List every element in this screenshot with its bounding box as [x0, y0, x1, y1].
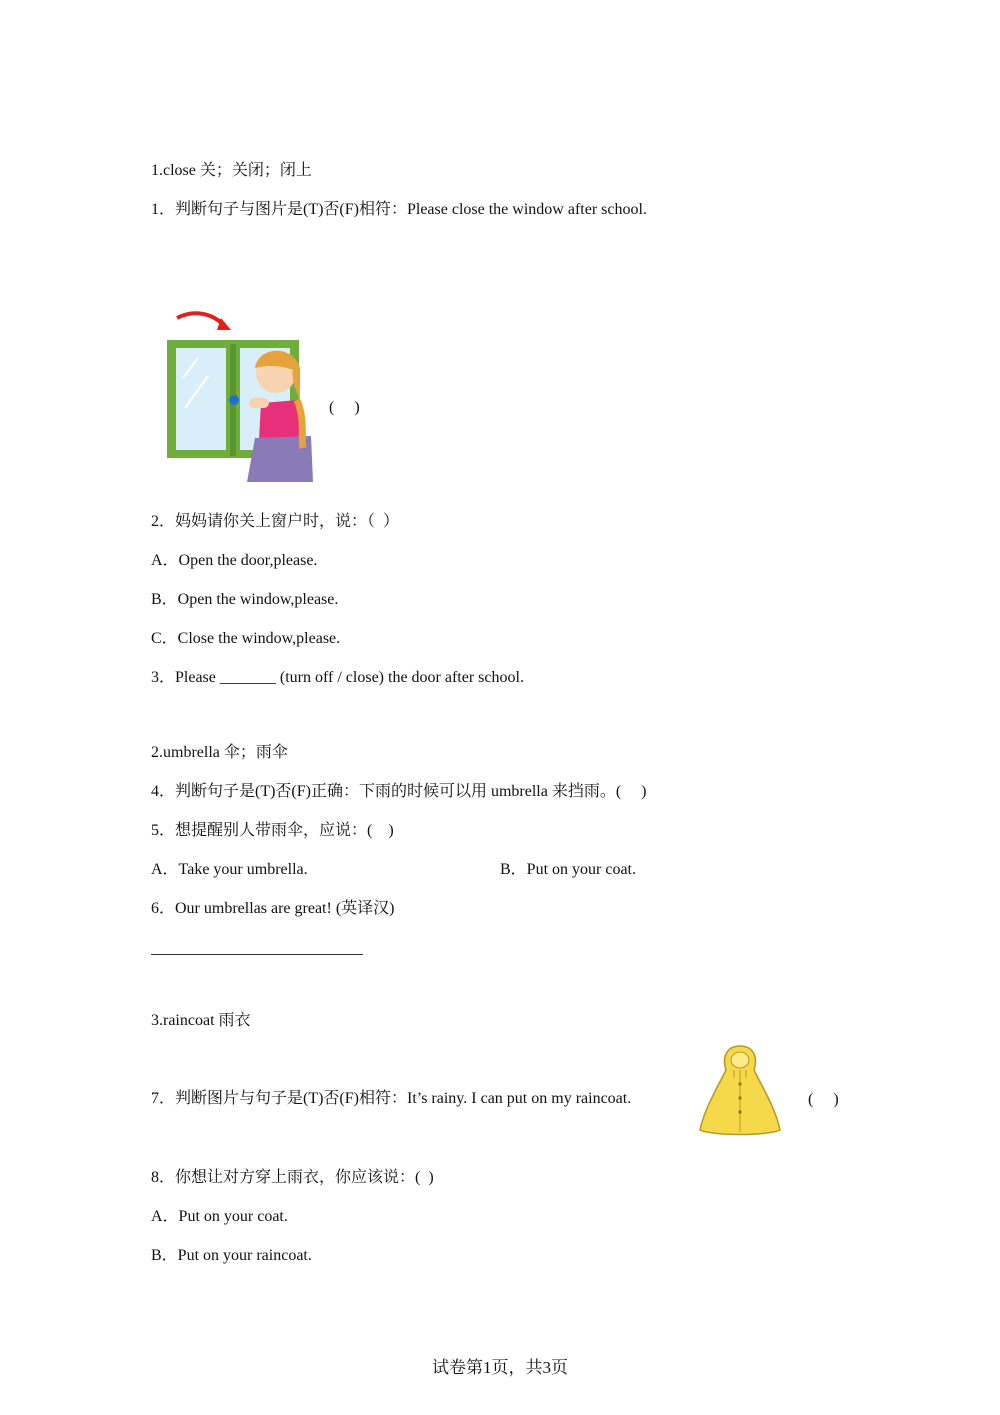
section-heading-umbrella: 2.umbrella 伞；雨伞	[151, 744, 288, 761]
option-q2-c: C．Close the window,please.	[151, 630, 341, 647]
question-3: 3．Please _______ (turn off / close) the door after school.	[151, 669, 524, 686]
option-q2-b: B．Open the window,please.	[151, 591, 339, 608]
question-6: 6．Our umbrellas are great! (英译汉)	[151, 900, 395, 917]
answer-blank-q1: ( )	[329, 399, 360, 416]
answer-line-q6	[151, 954, 363, 955]
option-q2-a: A．Open the door,please.	[151, 552, 318, 569]
question-4: 4．判断句子是(T)否(F)正确：下雨的时候可以用 umbrella 来挡雨。( )	[151, 783, 647, 800]
question-2: 2．妈妈请你关上窗户时，说：（ ）	[151, 513, 400, 530]
option-q5-b: B．Put on your coat.	[500, 861, 636, 878]
question-8: 8．你想让对方穿上雨衣，你应该说：( )	[151, 1169, 434, 1186]
section-heading-close: 1.close 关；关闭；闭上	[151, 162, 312, 179]
answer-blank-q7: ( )	[808, 1091, 839, 1108]
option-q8-b: B．Put on your raincoat.	[151, 1247, 312, 1264]
section-heading-raincoat: 3.raincoat 雨衣	[151, 1012, 251, 1029]
question-5: 5．想提醒别人带雨伞，应说：( )	[151, 822, 394, 839]
girl-closing-window-illustration	[163, 308, 318, 488]
option-q5-a: A．Take your umbrella.	[151, 861, 308, 878]
option-q8-a: A．Put on your coat.	[151, 1208, 288, 1225]
raincoat-illustration	[698, 1044, 782, 1138]
question-7: 7．判断图片与句子是(T)否(F)相符：It’s rainy. I can put on my raincoat.	[151, 1090, 632, 1107]
page-footer: 试卷第1页，共3页	[432, 1358, 568, 1377]
question-1: 1．判断句子与图片是(T)否(F)相符：Please close the window after school.	[151, 201, 647, 218]
